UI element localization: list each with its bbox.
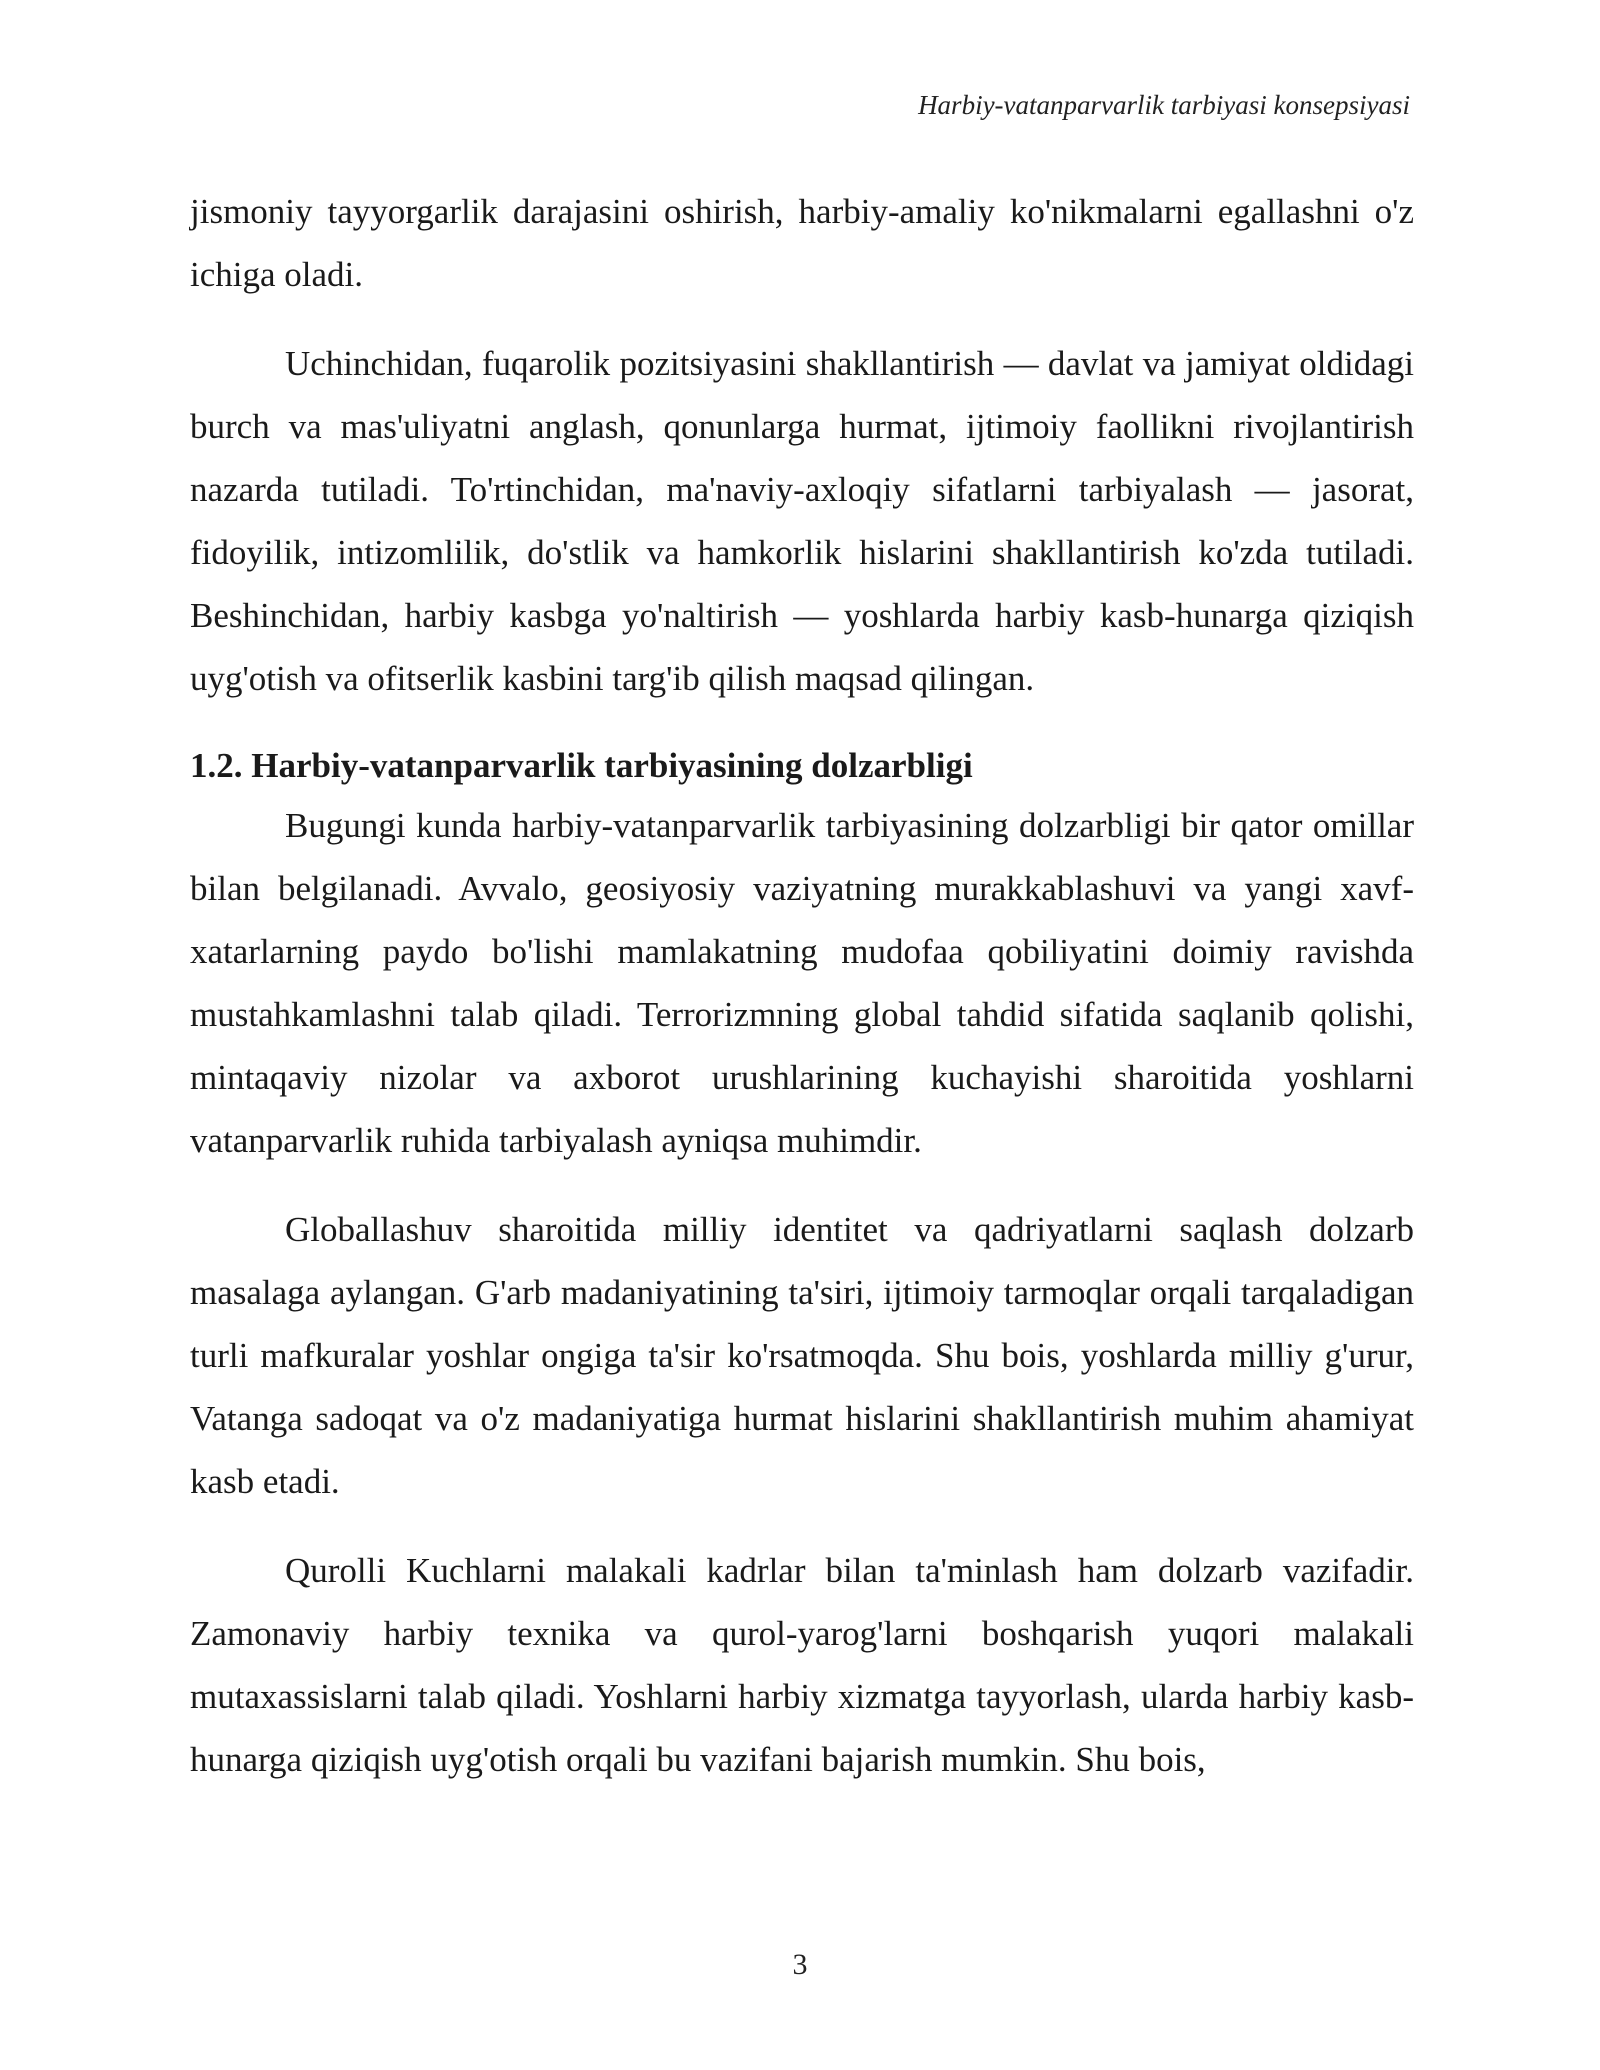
paragraph: Bugungi kunda harbiy-vatanparvarlik tarbiyasining dolzarbligi bir qator omillar bilan belgilanadi. Avvalo, geosiyosiy vaziyatning murakkablashuvi va yangi xavf-xatarlarning paydo bo'lishi mamlakatning mudofaa qobiliyatini doimiy ravishda mustahkamlashni talab qiladi. Terrorizmning global tahdid sifatida saqlanib qolishi, mintaqaviy nizolar va axborot urushlarining kuchayishi sharoitida yoshlarni vatanparvarlik ruhida tarbiyalash ayniqsa muhimdir. (190, 806, 1414, 1160)
paragraph: Qurolli Kuchlarni malakali kadrlar bilan ta'minlash ham dolzarb vazifadir. Zamonaviy harbiy texnika va qurol-yarog'larni boshqarish yuqori malakali mutaxassislarni talab qiladi. Yoshlarni harbiy xizmatga tayyorlash, ularda harbiy kasb-hunarga qiziqish uyg'otish orqali bu vazifani bajarish mumkin. Shu bois, (190, 1551, 1414, 1779)
running-header: Harbiy-vatanparvarlik tarbiyasi konsepsiyasi (918, 90, 1410, 120)
paragraph: Uchinchidan, fuqarolik pozitsiyasini shakllantirish — davlat va jamiyat oldidagi burch va mas'uliyatni anglash, qonunlarga hurmat, ijtimoiy faollikni rivojlantirish nazarda tutiladi. To'rtinchidan, ma'naviy-axloqiy sifatlarni tarbiyalash — jasorat, fidoyilik, intizomlilik, do'stlik va hamkorlik hislarini shakllantirish ko'zda tutiladi. Beshinchidan, harbiy kasbga yo'naltirish — yoshlarda harbiy kasb-hunarga qiziqish uyg'otish va ofitserlik kasbini targ'ib qilish maqsad qilingan. (190, 344, 1414, 698)
paragraph: Globallashuv sharoitida milliy identitet va qadriyatlarni saqlash dolzarb masalaga aylangan. G'arb madaniyatining ta'siri, ijtimoiy tarmoqlar orqali tarqaladigan turli mafkuralar yoshlar ongiga ta'sir ko'rsatmoqda. Shu bois, yoshlarda milliy g'urur, Vatanga sadoqat va o'z madaniyatiga hurmat hislarini shakllantirish muhim ahamiyat kasb etadi. (190, 1210, 1414, 1501)
section-heading: 1.2. Harbiy-vatanparvarlik tarbiyasining dolzarbligi (190, 746, 973, 785)
page-number: 3 (792, 1948, 808, 1981)
page-body (190, 180, 1414, 1817)
paragraph-continuation: jismoniy tayyorgarlik darajasini oshirish, harbiy-amaliy ko'nikmalarni egallashni o'z ichiga oladi. (190, 192, 1414, 294)
